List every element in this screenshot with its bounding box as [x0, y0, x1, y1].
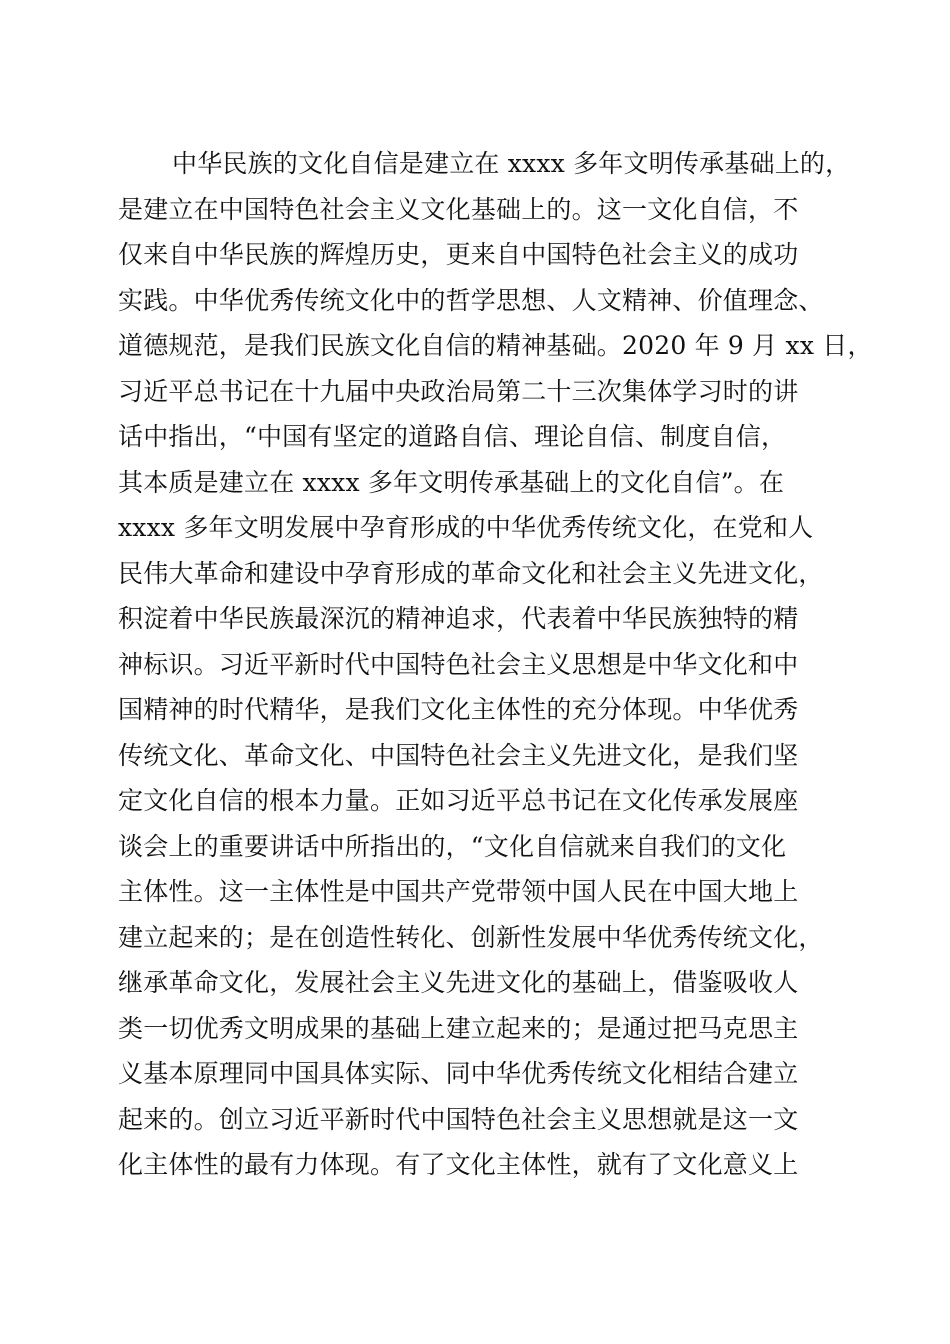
text-line: 神标识。习近平新时代中国特色社会主义思想是中华文化和中 — [118, 649, 799, 679]
text-line: 民伟大革命和建设中孕育形成的革命文化和社会主义先进文化， — [118, 558, 824, 588]
text-line: 定文化自信的根本力量。正如习近平总书记在文化传承发展座 — [118, 786, 799, 815]
text-line: 类一切优秀文明成果的基础上建立起来的；是通过把马克思主 — [118, 1013, 799, 1043]
text-line: 习近平总书记在十九届中央政治局第二十三次集体学习时的讲 — [118, 376, 799, 406]
text-line: 建立起来的；是在创造性转化、创新性发展中华优秀传统文化， — [118, 922, 824, 952]
text-line: 实践。中华优秀传统文化中的哲学思想、人文精神、价值理念、 — [118, 285, 824, 315]
text-line: 国精神的时代精华，是我们文化主体性的充分体现。中华优秀 — [118, 695, 799, 724]
text-line: 继承革命文化，发展社会主义先进文化的基础上，借鉴吸收人 — [118, 968, 799, 997]
text-line: 其本质是建立在 xxxx 多年文明传承基础上的文化自信”。在 — [118, 467, 785, 497]
text-line: 中华民族的文化自信是建立在 xxxx 多年文明传承基础上的， — [172, 149, 851, 178]
text-line: 道德规范，是我们民族文化自信的精神基础。2020 年 9 月 xx 日， — [118, 331, 873, 360]
text-line: 仅来自中华民族的辉煌历史，更来自中国特色社会主义的成功 — [118, 240, 799, 269]
text-line: 义基本原理同中国具体实际、同中华优秀传统文化相结合建立 — [118, 1059, 799, 1088]
text-line: 主体性。这一主体性是中国共产党带领中国人民在中国大地上 — [118, 877, 799, 906]
text-line: 积淀着中华民族最深沉的精神追求，代表着中华民族独特的精 — [118, 604, 799, 633]
text-line: 是建立在中国特色社会主义文化基础上的。这一文化自信，不 — [118, 194, 799, 224]
text-line: 化主体性的最有力体现。有了文化主体性，就有了文化意义上 — [118, 1150, 799, 1179]
text-line: xxxx 多年文明发展中孕育形成的中华优秀传统文化，在党和人 — [118, 513, 814, 542]
text-line: 谈会上的重要讲话中所指出的，“文化自信就来自我们的文化 — [118, 831, 787, 861]
text-line: 传统文化、革命文化、中国特色社会主义先进文化，是我们坚 — [118, 740, 799, 770]
text-line: 起来的。创立习近平新时代中国特色社会主义思想就是这一文 — [118, 1104, 799, 1134]
body-paragraph — [118, 141, 873, 1188]
text-line: 话中指出，“中国有坚定的道路自信、理论自信、制度自信， — [118, 422, 787, 451]
